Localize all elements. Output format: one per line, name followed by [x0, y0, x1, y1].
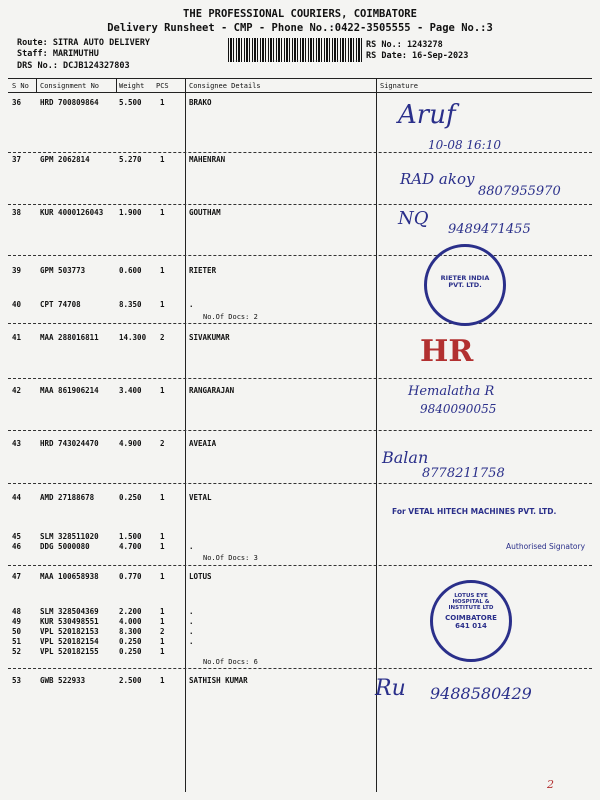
row-consignee: SATHISH KUMAR [189, 676, 248, 685]
row-consignment: GPM 503773 [40, 266, 86, 275]
row-weight: 8.350 [119, 300, 142, 309]
row-weight: 4.700 [119, 542, 142, 551]
row-consignee: . [189, 542, 194, 551]
row-pcs: 1 [160, 266, 165, 275]
row-sno: 49 [12, 617, 22, 626]
row-pcs: 1 [160, 617, 165, 626]
row-sno: 52 [12, 647, 22, 656]
row-pcs: 2 [160, 627, 165, 636]
row-weight: 0.250 [119, 493, 142, 502]
row-consignee: RANGARAJAN [189, 386, 235, 395]
row-consignment: DDG 5000080 [40, 542, 90, 551]
row-sno: 42 [12, 386, 22, 395]
row-weight: 5.500 [119, 98, 142, 107]
signature-41: HR [420, 334, 474, 369]
docs-note: No.Of Docs: 3 [203, 554, 258, 562]
row-consignment: GPM 2062814 [40, 155, 90, 164]
row-consignment: CPT 74708 [40, 300, 81, 309]
table-row [0, 155, 600, 165]
row-weight: 2.500 [119, 676, 142, 685]
row-weight: 1.900 [119, 208, 142, 217]
row-consignment: MAA 861906214 [40, 386, 99, 395]
runsheet-subtitle: Delivery Runsheet - CMP - Phone No.:0422-3505555 - Page No.:3 [107, 22, 493, 34]
row-pcs: 1 [160, 493, 165, 502]
row-consignee: AVEAIA [189, 439, 217, 448]
table-row [0, 637, 600, 647]
row-consignment: HRD 700809864 [40, 98, 99, 107]
row-consignment: KUR 4000126043 [40, 208, 104, 217]
staff-label: Staff: MARIMUTHU [17, 49, 99, 59]
signature-38-phone: 9489471455 [448, 222, 531, 237]
rs-date: RS Date: 16-Sep-2023 [366, 51, 469, 61]
row-sno: 47 [12, 572, 22, 581]
row-pcs: 1 [160, 637, 165, 646]
lotus-stamp [430, 580, 512, 662]
table-row [0, 386, 600, 396]
row-sno: 41 [12, 333, 22, 342]
row-sno: 36 [12, 98, 22, 107]
col-consignee: Consignee Details [189, 82, 261, 90]
row-sno: 46 [12, 542, 22, 551]
row-pcs: 1 [160, 386, 165, 395]
row-weight: 2.200 [119, 607, 142, 616]
docs-note: No.Of Docs: 6 [203, 658, 258, 666]
row-sno: 43 [12, 439, 22, 448]
row-consignment: VPL 520182153 [40, 627, 99, 636]
signature-43: Balan [382, 448, 429, 467]
row-consignment: VPL 520182154 [40, 637, 99, 646]
company-title: THE PROFESSIONAL COURIERS, COIMBATORE [183, 8, 417, 20]
row-sno: 51 [12, 637, 22, 646]
row-pcs: 1 [160, 155, 165, 164]
lotus-stamp-city: COIMBATORE [445, 614, 497, 623]
row-consignee: . [189, 300, 194, 309]
signature-37: RAD akoy [400, 170, 475, 188]
row-sno: 53 [12, 676, 22, 685]
row-weight: 1.500 [119, 532, 142, 541]
signature-36: Aruf [398, 100, 456, 130]
docs-note: No.Of Docs: 2 [203, 313, 258, 321]
row-pcs: 1 [160, 532, 165, 541]
row-consignee: GOUTHAM [189, 208, 221, 217]
row-pcs: 1 [160, 98, 165, 107]
row-sno: 37 [12, 155, 22, 164]
row-pcs: 1 [160, 676, 165, 685]
row-consignee: . [189, 637, 194, 646]
row-consignee: BRAKO [189, 98, 212, 107]
row-consignment: MAA 100658938 [40, 572, 99, 581]
col-sno: S No [12, 82, 29, 90]
table-row [0, 266, 600, 276]
vetal-stamp-company: For VETAL HITECH MACHINES PVT. LTD. [392, 507, 557, 516]
row-consignment: VPL 520182155 [40, 647, 99, 656]
signature-53-phone: 9488580429 [430, 684, 532, 703]
route-label: Route: SITRA AUTO DELIVERY [17, 38, 151, 48]
row-pcs: 1 [160, 208, 165, 217]
row-consignee: SIVAKUMAR [189, 333, 230, 342]
table-row [0, 300, 600, 310]
signature-42: Hemalatha R [408, 384, 495, 399]
row-sno: 39 [12, 266, 22, 275]
table-row [0, 647, 600, 657]
row-pcs: 1 [160, 542, 165, 551]
table-row [0, 439, 600, 449]
row-weight: 4.000 [119, 617, 142, 626]
row-consignee: RIETER [189, 266, 217, 275]
row-pcs: 1 [160, 572, 165, 581]
signature-36-note: 10-08 16:10 [428, 138, 501, 152]
row-weight: 5.270 [119, 155, 142, 164]
table-row [0, 98, 600, 108]
row-pcs: 2 [160, 439, 165, 448]
vetal-stamp-signatory: Authorised Signatory [506, 542, 586, 551]
lotus-stamp-name: LOTUS EYE HOSPITAL & INSTITUTE LTD [448, 593, 494, 612]
row-sno: 45 [12, 532, 22, 541]
col-signature: Signature [380, 82, 418, 90]
row-consignment: KUR 530498551 [40, 617, 99, 626]
signature-37-phone: 8807955970 [478, 184, 561, 199]
row-weight: 8.300 [119, 627, 142, 636]
row-pcs: 1 [160, 607, 165, 616]
row-consignment: MAA 288016811 [40, 333, 99, 342]
col-consignment: Consignment No [40, 82, 100, 90]
col-weight: Weight [119, 82, 145, 90]
lotus-stamp-pin: 641 014 [455, 622, 487, 631]
row-sno: 40 [12, 300, 22, 309]
row-consignment: HRD 743024470 [40, 439, 99, 448]
table-row [0, 333, 600, 343]
row-weight: 14.300 [119, 333, 147, 342]
row-sno: 44 [12, 493, 22, 502]
row-consignment: SLM 328504369 [40, 607, 99, 616]
table-row [0, 572, 600, 582]
drs-number: DRS No.: DCJB124327803 [17, 61, 130, 71]
page-mark: 2 [547, 778, 554, 791]
row-pcs: 1 [160, 647, 165, 656]
row-consignment: AMD 27188678 [40, 493, 95, 502]
row-weight: 0.250 [119, 637, 142, 646]
row-weight: 0.600 [119, 266, 142, 275]
row-consignee: . [189, 627, 194, 636]
row-consignment: SLM 328511020 [40, 532, 99, 541]
rs-number: RS No.: 1243278 [366, 40, 443, 50]
row-consignee: MAHENRAN [189, 155, 226, 164]
rieter-stamp-text: RIETER INDIA PVT. LTD. [440, 274, 490, 290]
signature-53: Ru [375, 676, 406, 701]
rieter-stamp [424, 244, 506, 326]
row-sno: 50 [12, 627, 22, 636]
row-pcs: 1 [160, 300, 165, 309]
table-row [0, 493, 600, 503]
row-weight: 3.400 [119, 386, 142, 395]
signature-38: NQ [398, 208, 429, 229]
signature-43-phone: 8778211758 [422, 466, 505, 481]
row-consignee: VETAL [189, 493, 212, 502]
barcode [228, 38, 362, 62]
table-row [0, 208, 600, 218]
row-consignee: . [189, 607, 194, 616]
row-sno: 38 [12, 208, 22, 217]
row-weight: 0.770 [119, 572, 142, 581]
row-weight: 4.900 [119, 439, 142, 448]
row-weight: 0.250 [119, 647, 142, 656]
row-consignee: LOTUS [189, 572, 212, 581]
row-consignee: . [189, 617, 194, 626]
row-consignment: GWB 522933 [40, 676, 86, 685]
row-pcs: 2 [160, 333, 165, 342]
row-sno: 48 [12, 607, 22, 616]
col-pcs: PCS [156, 82, 169, 90]
signature-42-phone: 9840090055 [420, 402, 497, 416]
table-row [0, 532, 600, 542]
